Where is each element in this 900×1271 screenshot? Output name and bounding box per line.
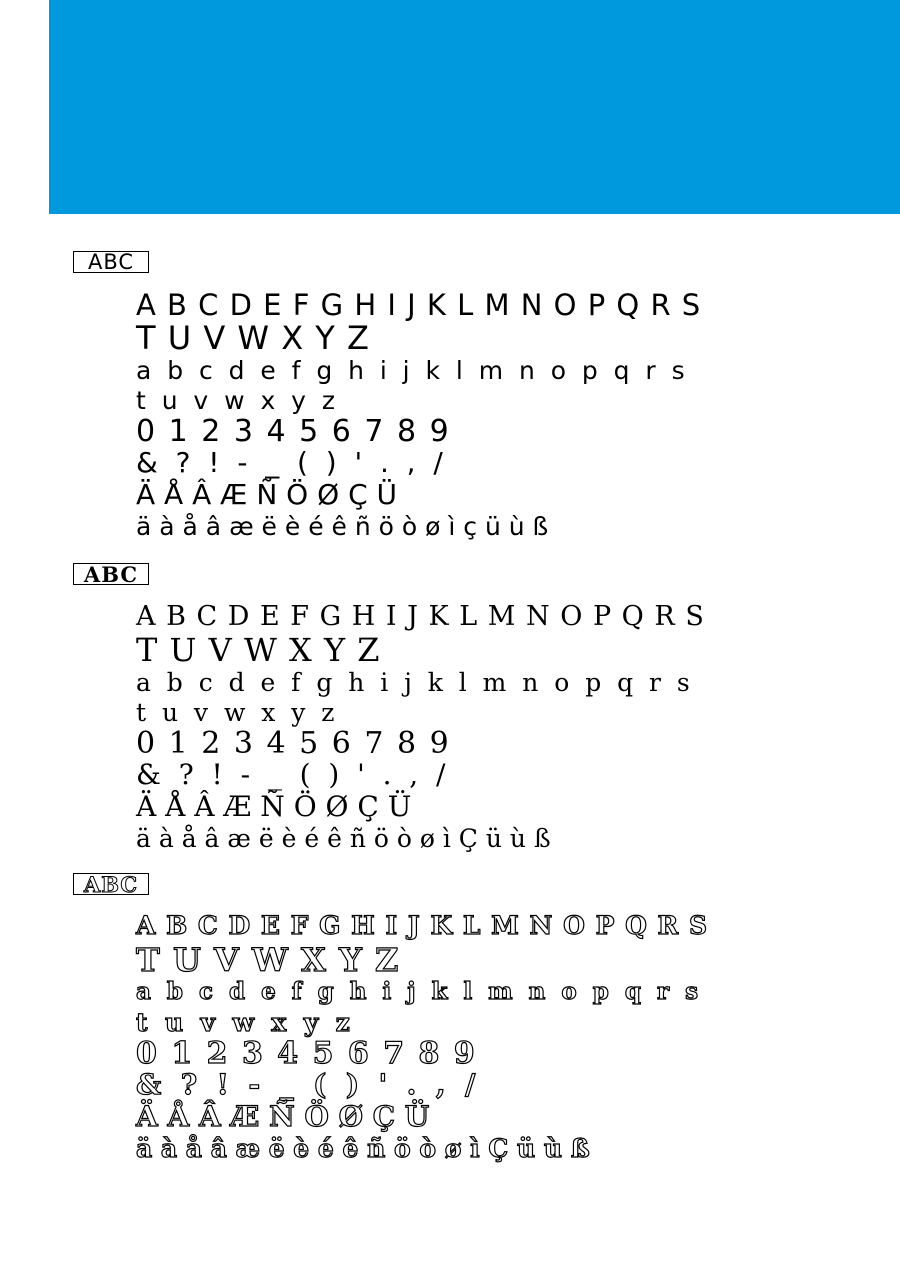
uppercase-row-1: A B C D E F G H I J K L M N O P Q R S	[136, 911, 709, 940]
lowercase-row-1: a b c d e f g h i j k l m n o p q r s	[136, 356, 685, 385]
uppercase-row-2: T U V W X Y Z	[136, 319, 370, 357]
lowercase-row-1: a b c d e f g h i j k l m n o p q r s	[136, 668, 690, 697]
accented-uppercase-row: Ä Å Â Æ Ñ Ö Ø Ç Ü	[136, 790, 412, 823]
uppercase-row-2: T U V W X Y Z	[136, 941, 400, 979]
uppercase-row-1: A B C D E F G H I J K L M N O P Q R S	[136, 288, 702, 322]
lowercase-row-2: t u v w x y z	[136, 698, 335, 727]
font-style-label: ABC	[73, 873, 149, 895]
lowercase-row-2: t u v w x y z	[136, 386, 335, 415]
symbols-row: & ? ! - _ ( ) ' . , /	[136, 1068, 476, 1101]
lowercase-row-1: a b c d e f g h i j k l m n o p q r s	[136, 978, 699, 1005]
lowercase-row-2: t u v w x y z	[136, 1008, 350, 1037]
accented-uppercase-row: Ä Å Â Æ Ñ Ö Ø Ç Ü	[136, 478, 398, 511]
font-style-label: ABC	[73, 563, 149, 585]
accented-lowercase-row: ä à å â æ ë è é ê ñ ö ò ø ì ç ü ù ß	[136, 512, 549, 541]
digits-row: 0 1 2 3 4 5 6 7 8 9	[136, 726, 451, 761]
digits-row: 0 1 2 3 4 5 6 7 8 9	[136, 414, 451, 449]
uppercase-row-1: A B C D E F G H I J K L M N O P Q R S	[136, 601, 705, 632]
uppercase-row-2: T U V W X Y Z	[136, 631, 381, 669]
accented-lowercase-row: ä à å â æ ë è é ê ñ ö ò ø ì Ç ü ù ß	[136, 824, 551, 853]
header-banner	[49, 0, 900, 214]
accented-uppercase-row: Ä Å Â Æ Ñ Ö Ø Ç Ü	[136, 1100, 430, 1133]
digits-row: 0 1 2 3 4 5 6 7 8 9	[136, 1036, 477, 1071]
symbols-row: & ? ! - _ ( ) ' . , /	[136, 446, 443, 479]
accented-lowercase-row: ä à å â æ ë è é ê ñ ö ò ø ì Ç ü ù ß	[136, 1134, 590, 1163]
font-style-label: ABC	[73, 251, 149, 273]
symbols-row: & ? ! - _ ( ) ' . , /	[136, 758, 446, 791]
